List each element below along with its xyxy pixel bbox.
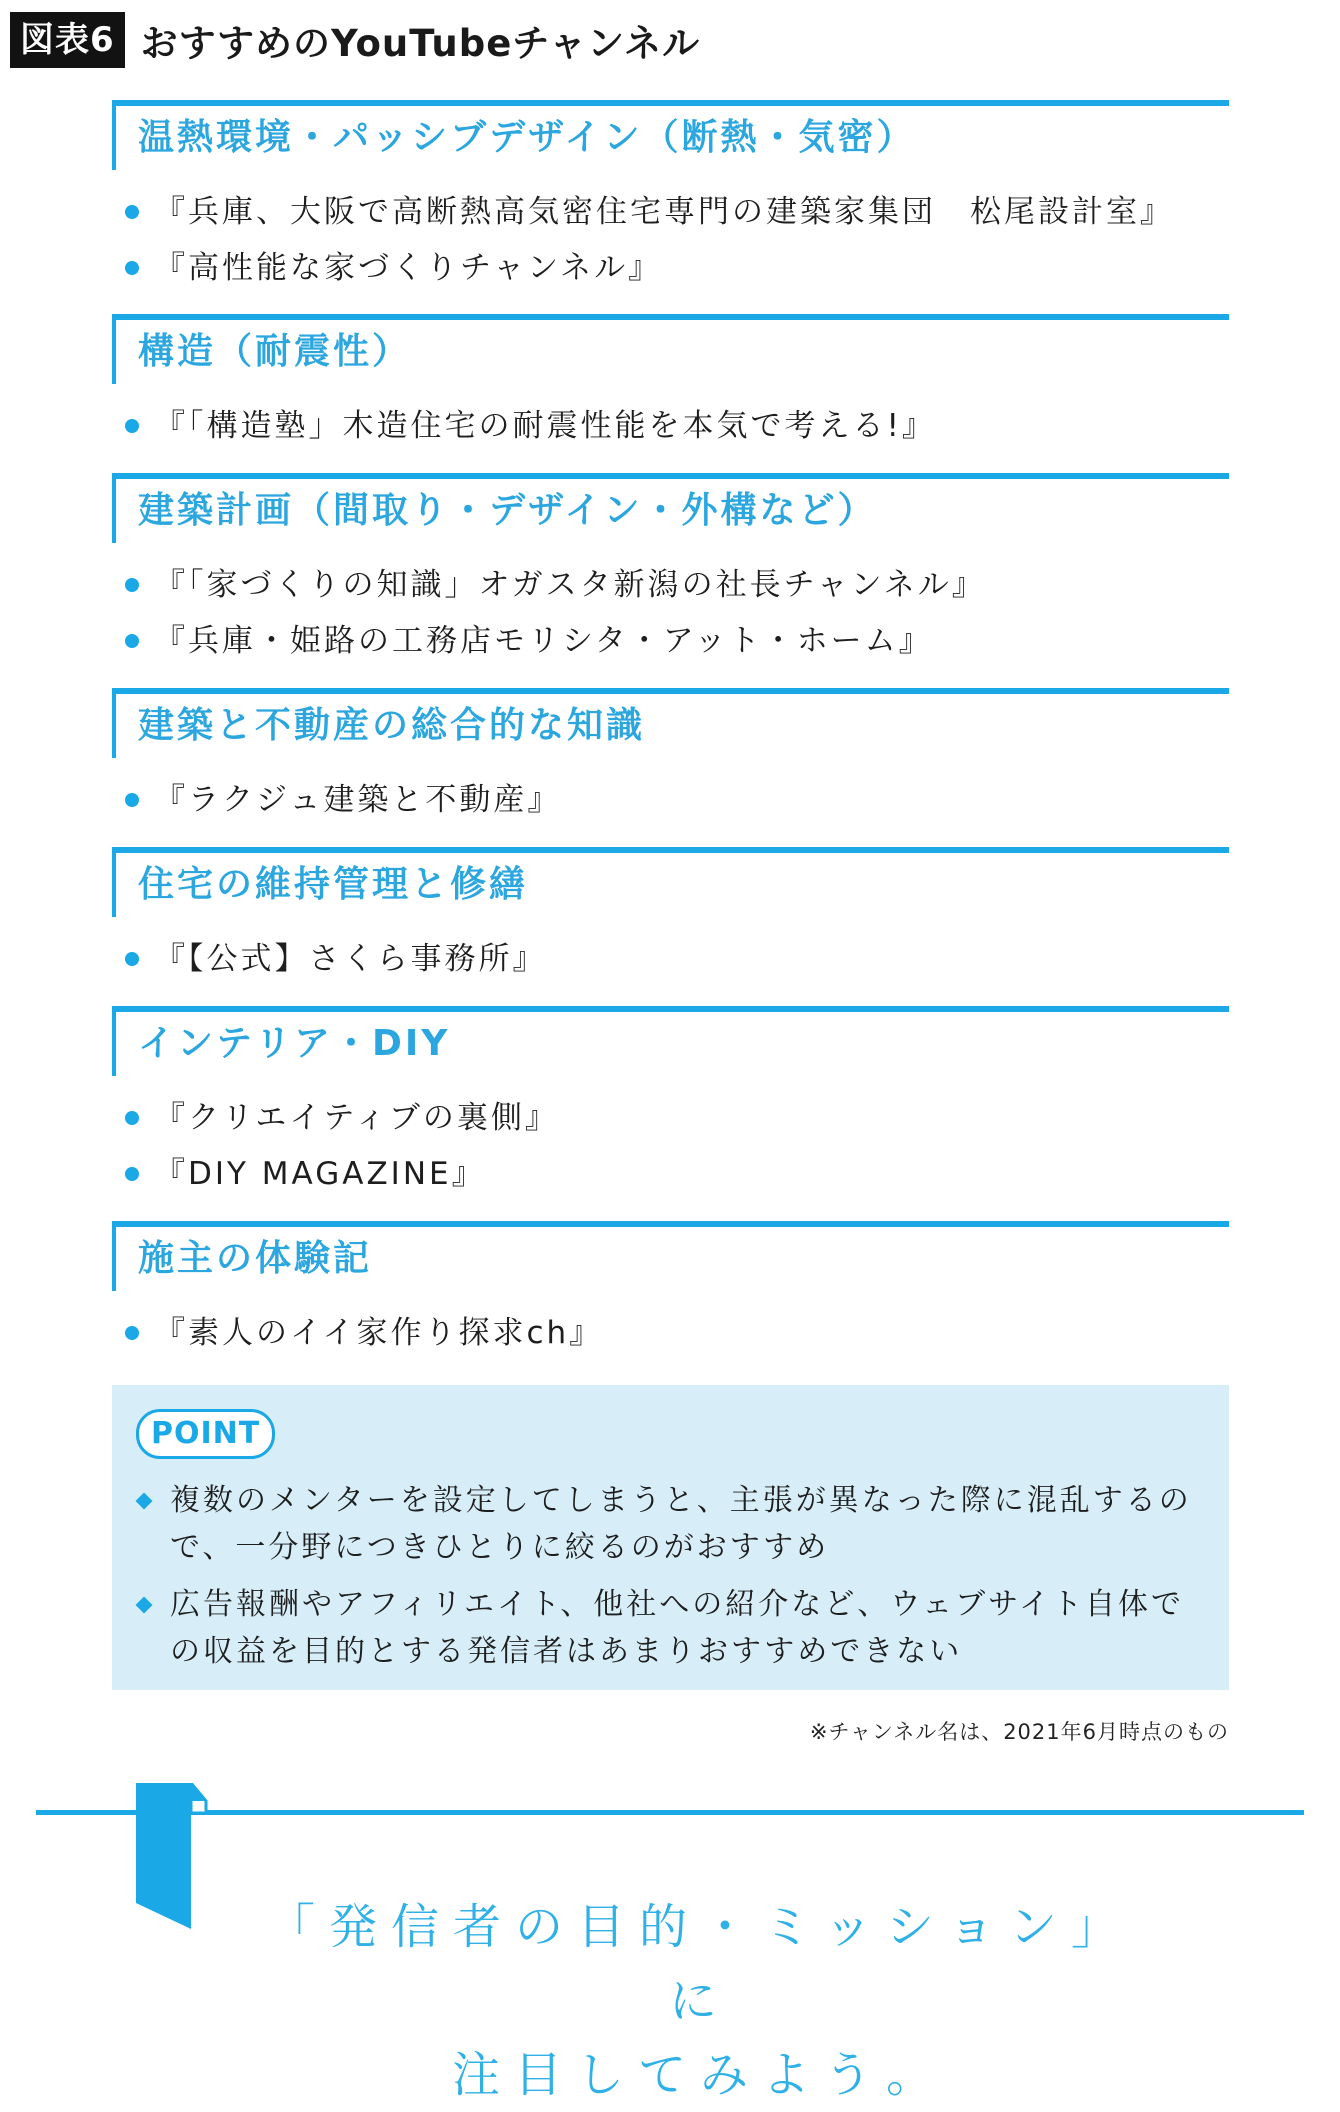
figure-tag: 図表6 [10, 12, 125, 68]
section-heading: インテリア・DIY [112, 1012, 1229, 1076]
list-item: 『兵庫・姫路の工務店モリシタ・アット・ホーム』 [112, 613, 1229, 669]
point-item: 広告報酬やアフィリエイト、他社への紹介など、ウェブサイト自体での収益を目的とする発信者はあまりおすすめできない [134, 1581, 1194, 1675]
bullet-dot-icon [125, 1111, 139, 1125]
catchphrase [240, 1890, 1160, 2112]
bullet-dot-icon [125, 1167, 139, 1181]
point-list [134, 1477, 1194, 1685]
point-badge: POINT [136, 1409, 275, 1459]
bullet-dot-icon [125, 793, 139, 807]
footnote: ※チャンネル名は、2021年6月時点のもの [809, 1720, 1229, 1744]
list-item: 『高性能な家づくりチャンネル』 [112, 240, 1229, 296]
figure-header [10, 12, 700, 68]
section-heading: 施主の体験記 [112, 1227, 1229, 1291]
section-heading: 住宅の維持管理と修繕 [112, 853, 1229, 917]
catchphrase-line-2: 注目してみよう。 [451, 2047, 948, 2103]
section-planning [112, 473, 1229, 669]
section-maintenance [112, 847, 1229, 987]
section-thermal [112, 100, 1229, 296]
list-item: 『「構造塾」木造住宅の耐震性能を本気で考える!』 [112, 398, 1229, 454]
section-heading: 建築と不動産の総合的な知識 [112, 694, 1229, 758]
section-interior [112, 1006, 1229, 1202]
section-heading: 構造（耐震性） [112, 320, 1229, 384]
section-structure [112, 314, 1229, 454]
section-experience [112, 1221, 1229, 1361]
bullet-dot-icon [125, 261, 139, 275]
bookmark-icon [136, 1783, 216, 1943]
catchphrase-line-1: 「発信者の目的・ミッション」に [266, 1899, 1134, 2029]
bullet-dot-icon [125, 1326, 139, 1340]
diamond-bullet-icon [136, 1493, 153, 1510]
bullet-dot-icon [125, 634, 139, 648]
divider-line [36, 1810, 1304, 1815]
bullet-dot-icon [125, 578, 139, 592]
list-item: 『クリエイティブの裏側』 [112, 1090, 1229, 1146]
bullet-dot-icon [125, 205, 139, 219]
list-item: 『【公式】さくら事務所』 [112, 931, 1229, 987]
list-item: 『DIY MAGAZINE』 [112, 1146, 1229, 1202]
figure-title: おすすめのYouTubeチャンネル [140, 22, 701, 65]
point-item: 複数のメンターを設定してしまうと、主張が異なった際に混乱するので、一分野につきひとりに絞るのがおすすめ [134, 1477, 1194, 1571]
section-realestate [112, 688, 1229, 828]
list-item: 『素人のイイ家作り探求ch』 [112, 1305, 1229, 1361]
list-item: 『ラクジュ建築と不動産』 [112, 772, 1229, 828]
section-heading: 建築計画（間取り・デザイン・外構など） [112, 479, 1229, 543]
bullet-dot-icon [125, 419, 139, 433]
section-heading: 温熱環境・パッシブデザイン（断熱・気密） [112, 106, 1229, 170]
list-item: 『兵庫、大阪で高断熱高気密住宅専門の建築家集団 松尾設計室』 [112, 184, 1229, 240]
bullet-dot-icon [125, 952, 139, 966]
list-item: 『「家づくりの知識」オガスタ新潟の社長チャンネル』 [112, 557, 1229, 613]
point-box [112, 1385, 1229, 1690]
diamond-bullet-icon [136, 1597, 153, 1614]
